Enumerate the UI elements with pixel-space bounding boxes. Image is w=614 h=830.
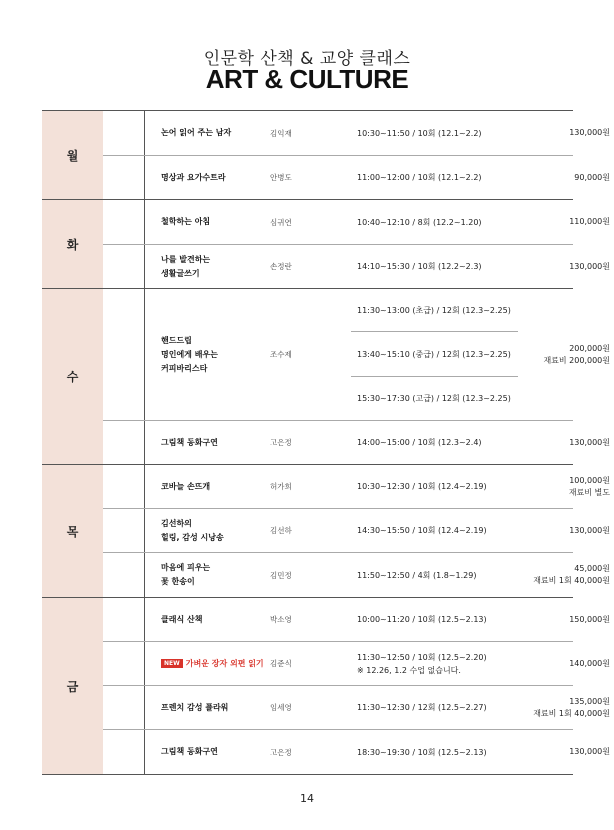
day-label: 월	[66, 148, 79, 163]
class-time-line: 14:10~15:30 / 10회 (12.2~2.3)	[357, 262, 482, 271]
teacher-name: 고은정	[270, 747, 292, 757]
class-fee	[502, 245, 610, 288]
class-fee-line: 재료비 1회 40,000원	[533, 708, 610, 718]
class-title	[161, 642, 266, 685]
class-fee-line: 재료비 별도	[568, 487, 610, 497]
class-title-line: 코바늘 손뜨개	[161, 481, 211, 491]
class-time-line: 11:50~12:50 / 4회 (1.8~1.29)	[357, 570, 477, 580]
teacher-name: 임세영	[270, 703, 292, 712]
page-title-english: ART & CULTURE	[205, 64, 409, 94]
class-teacher	[270, 289, 340, 420]
class-time-line: 10:30~11:50 / 10회 (12.1~2.2)	[357, 128, 482, 138]
class-fee-line: 재료비 200,000원	[543, 355, 610, 365]
class-time-line: 15:30~17:30 (고급) / 12회 (12.3~2.25)	[357, 394, 511, 403]
class-fee-line: 130,000원	[569, 261, 610, 271]
class-title	[161, 553, 266, 597]
class-teacher	[270, 642, 340, 685]
class-teacher	[270, 730, 340, 774]
class-title	[161, 598, 266, 641]
day-thursday	[42, 465, 103, 597]
class-fee-line: 150,000원	[569, 614, 610, 624]
class-fee	[502, 421, 610, 464]
class-title	[161, 686, 266, 729]
class-title-line: 그림책 동화구연	[161, 437, 218, 447]
class-fee-line: 200,000원	[569, 343, 610, 353]
class-title-line: 커피바리스타	[161, 363, 208, 373]
class-time-line: 11:30~12:30 / 12회 (12.5~2.27)	[357, 703, 487, 712]
class-fee	[502, 156, 610, 199]
class-time-line: 10:00~11:20 / 10회 (12.5~2.13)	[357, 615, 487, 624]
teacher-name: 박소영	[270, 615, 292, 624]
day-tuesday	[42, 200, 103, 288]
teacher-name: 심귀연	[270, 217, 292, 227]
class-fee-line: 재료비 1회 40,000원	[533, 576, 610, 585]
class-title	[161, 111, 266, 155]
day-friday	[42, 598, 103, 774]
class-title-line: 김선하의	[161, 518, 192, 528]
class-teacher	[270, 111, 340, 155]
class-schedule-table	[42, 110, 610, 775]
class-title	[161, 421, 266, 464]
class-fee-line: 90,000원	[574, 172, 610, 182]
class-teacher	[270, 200, 340, 244]
class-title	[161, 156, 266, 199]
class-fee	[502, 642, 610, 685]
class-title-line: 핸드드립	[161, 335, 192, 345]
teacher-name: 조수제	[270, 350, 292, 359]
class-title-line: 명인에게 배우는	[161, 349, 218, 359]
class-time-line: 11:30~13:00 (초급) / 12회 (12.3~2.25)	[357, 305, 511, 315]
class-teacher	[270, 598, 340, 641]
class-fee-line: 140,000원	[569, 658, 610, 668]
class-title-line: 나를 발견하는	[161, 254, 211, 264]
class-fee	[502, 111, 610, 155]
class-teacher	[270, 245, 340, 288]
class-time-line: 13:40~15:10 (중급) / 12회 (12.3~2.25)	[357, 349, 511, 359]
class-fee-line: 130,000원	[569, 437, 610, 447]
class-title-line: 명상과 요가수트라	[161, 172, 226, 182]
class-fee	[502, 598, 610, 641]
class-time-line: 18:30~19:30 / 10회 (12.5~2.13)	[357, 747, 487, 757]
class-teacher	[270, 553, 340, 597]
column-divider	[144, 111, 145, 774]
class-fee	[502, 553, 610, 597]
class-fee-line: 45,000원	[574, 564, 610, 573]
day-monday	[42, 111, 103, 199]
class-fee	[502, 730, 610, 774]
class-title	[161, 730, 266, 774]
class-title-line: 마음에 피우는	[161, 563, 211, 572]
class-title-line: 힐링, 감성 시낭송	[161, 532, 224, 542]
class-fee-line: 130,000원	[569, 525, 610, 535]
page-number: 14	[300, 792, 314, 805]
class-fee	[502, 686, 610, 729]
teacher-name: 김익재	[270, 128, 292, 138]
class-title-line: 철학하는 아침	[161, 217, 211, 226]
class-fee	[502, 509, 610, 552]
class-teacher	[270, 686, 340, 729]
class-fee-line: 135,000원	[569, 696, 610, 706]
day-label: 수	[66, 370, 79, 384]
class-teacher	[270, 465, 340, 508]
new-badge: NEW	[161, 659, 183, 668]
teacher-name: 고은정	[270, 438, 292, 447]
class-title	[161, 289, 266, 420]
class-fee-line: 100,000원	[569, 475, 610, 485]
class-title	[161, 465, 266, 508]
teacher-name: 허가희	[270, 482, 292, 491]
class-title-line	[161, 657, 266, 671]
class-teacher	[270, 421, 340, 464]
class-title	[161, 200, 266, 244]
class-title-line: 생활글쓰기	[161, 268, 200, 278]
class-title-line: 논어 읽어 주는 남자	[161, 128, 232, 137]
class-fee	[502, 200, 610, 244]
class-fee	[502, 465, 610, 508]
class-title-line: 프렌치 감성 플라워	[161, 702, 229, 712]
teacher-name: 손정란	[270, 262, 292, 271]
class-time-line: 11:30~12:50 / 10회 (12.5~2.20)	[357, 652, 487, 662]
class-time-line: 10:40~12:10 / 8회 (12.2~1.20)	[357, 217, 482, 227]
teacher-name: 안병도	[270, 173, 292, 182]
day-label: 금	[66, 679, 79, 694]
class-time-line: 14:00~15:00 / 10회 (12.3~2.4)	[357, 438, 482, 447]
class-time-line: 14:30~15:50 / 10회 (12.4~2.19)	[357, 526, 487, 535]
class-title	[161, 509, 266, 552]
day-label: 화	[66, 237, 79, 252]
page-title-korean: 인문학 산책 & 교양 클래스	[203, 49, 411, 69]
class-time-line: 10:30~12:30 / 10회 (12.4~2.19)	[357, 482, 487, 491]
class-title-line: 꽃 한송이	[161, 577, 195, 586]
class-title-line: 클래식 산책	[161, 614, 203, 624]
class-note-line: ※ 12.26, 1.2 수업 없습니다.	[357, 665, 461, 675]
class-fee	[502, 289, 610, 420]
day-label: 목	[66, 524, 79, 539]
class-fee-line: 130,000원	[569, 747, 610, 756]
class-fee-line: 130,000원	[569, 128, 610, 137]
class-title	[161, 245, 266, 288]
day-wednesday	[42, 289, 103, 464]
class-fee-line: 110,000원	[569, 217, 610, 226]
teacher-name: 김준식	[270, 659, 292, 668]
class-teacher	[270, 509, 340, 552]
class-time-line: 11:00~12:00 / 10회 (12.1~2.2)	[357, 173, 482, 182]
teacher-name: 김민정	[270, 570, 292, 580]
class-title-text: 가벼운 장자 외편 읽기	[185, 658, 264, 668]
class-teacher	[270, 156, 340, 199]
class-title-line: 그림책 동화구연	[161, 747, 218, 756]
teacher-name: 김선하	[270, 526, 292, 535]
